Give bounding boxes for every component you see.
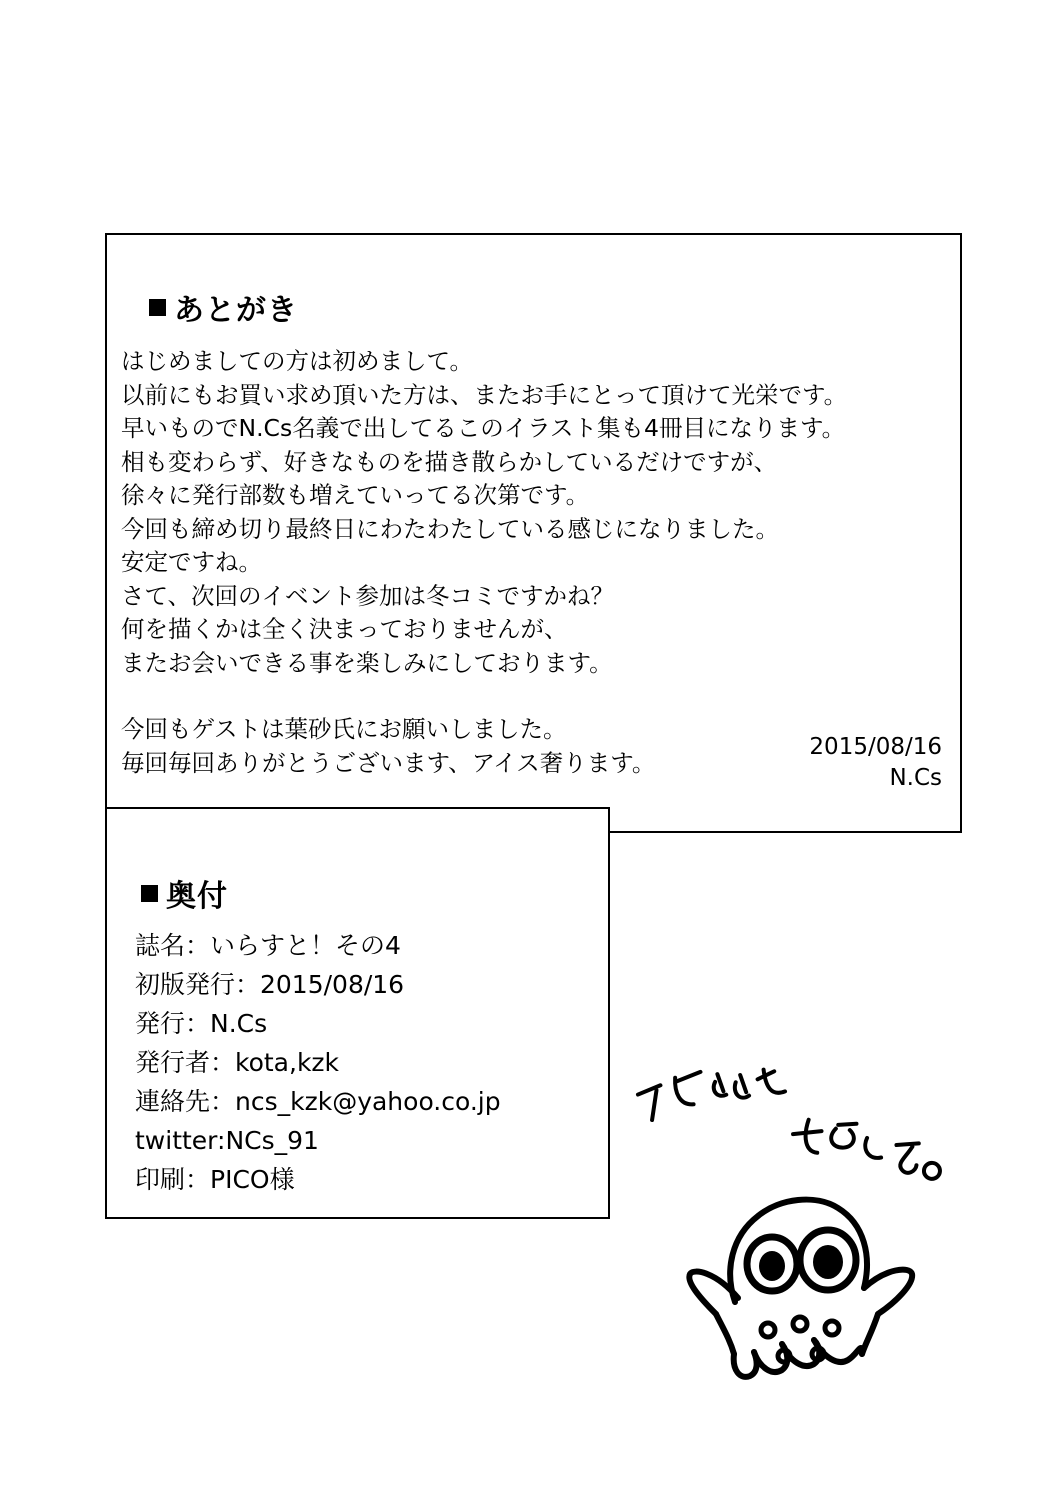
colophon-row-title: 誌名：いらすと！その4 [135, 931, 401, 960]
afterword-line: 早いものでN.Cs名義で出してるこのイラスト集も4冊目になります。 [121, 414, 846, 442]
colophon-row-contact: 連絡先：ncs_kzk@yahoo.co.jp [135, 1087, 501, 1116]
colophon-heading [141, 871, 228, 915]
squid-doodle [620, 1040, 950, 1380]
square-bullet-icon [141, 885, 158, 902]
colophon-row-twitter: twitter:NCs_91 [135, 1126, 319, 1155]
afterword-line: 何を描くかは全く決まっておりませんが、 [121, 615, 568, 643]
colophon-row-first-edition: 初版発行：2015/08/16 [135, 970, 405, 999]
afterword-line: 今回も締め切り最終日にわたわたしている感じになりました。 [121, 514, 779, 543]
colophon-row-author: 発行者：kota,kzk [135, 1048, 340, 1077]
afterword-line: またお会いできる事を楽しみにしております。 [121, 648, 613, 677]
afterword-heading-label: あとがき [174, 293, 298, 328]
afterword-panel [105, 233, 962, 833]
afterword-line: 徐々に発行部数も増えていってる次第です。 [121, 481, 590, 509]
afterword-line: 安定ですね。 [121, 548, 262, 576]
colophon-panel [105, 807, 610, 1219]
signature-date: 2015/08/16 [809, 734, 942, 760]
colophon-row-publisher: 発行：N.Cs [135, 1009, 268, 1038]
afterword-line: 毎回毎回ありがとうございます、アイス奢ります。 [121, 748, 656, 777]
paragraph-gap [121, 680, 951, 713]
afterword-line: 相も変わらず、好きなものを描き散らかしているだけですが、 [121, 447, 778, 476]
colophon-list [135, 926, 501, 1199]
afterword-line: さて、次回のイベント参加は冬コミですかね？ [121, 581, 615, 610]
signature-name: N.Cs [889, 765, 942, 791]
afterword-body [121, 345, 951, 780]
afterword-signature [809, 732, 942, 794]
afterword-line: 以前にもお買い求め頂いた方は、またお手にとって頂けて光栄です。 [121, 380, 848, 409]
colophon-heading-label: 奥付 [166, 879, 228, 914]
afterword-heading [149, 285, 298, 329]
afterword-line: はじめましての方は初めまして。 [121, 347, 474, 375]
colophon-row-printer: 印刷：PICO様 [135, 1165, 295, 1194]
afterword-line: 今回もゲストは葉砂氏にお願いしました。 [121, 715, 567, 743]
square-bullet-icon [149, 299, 166, 316]
